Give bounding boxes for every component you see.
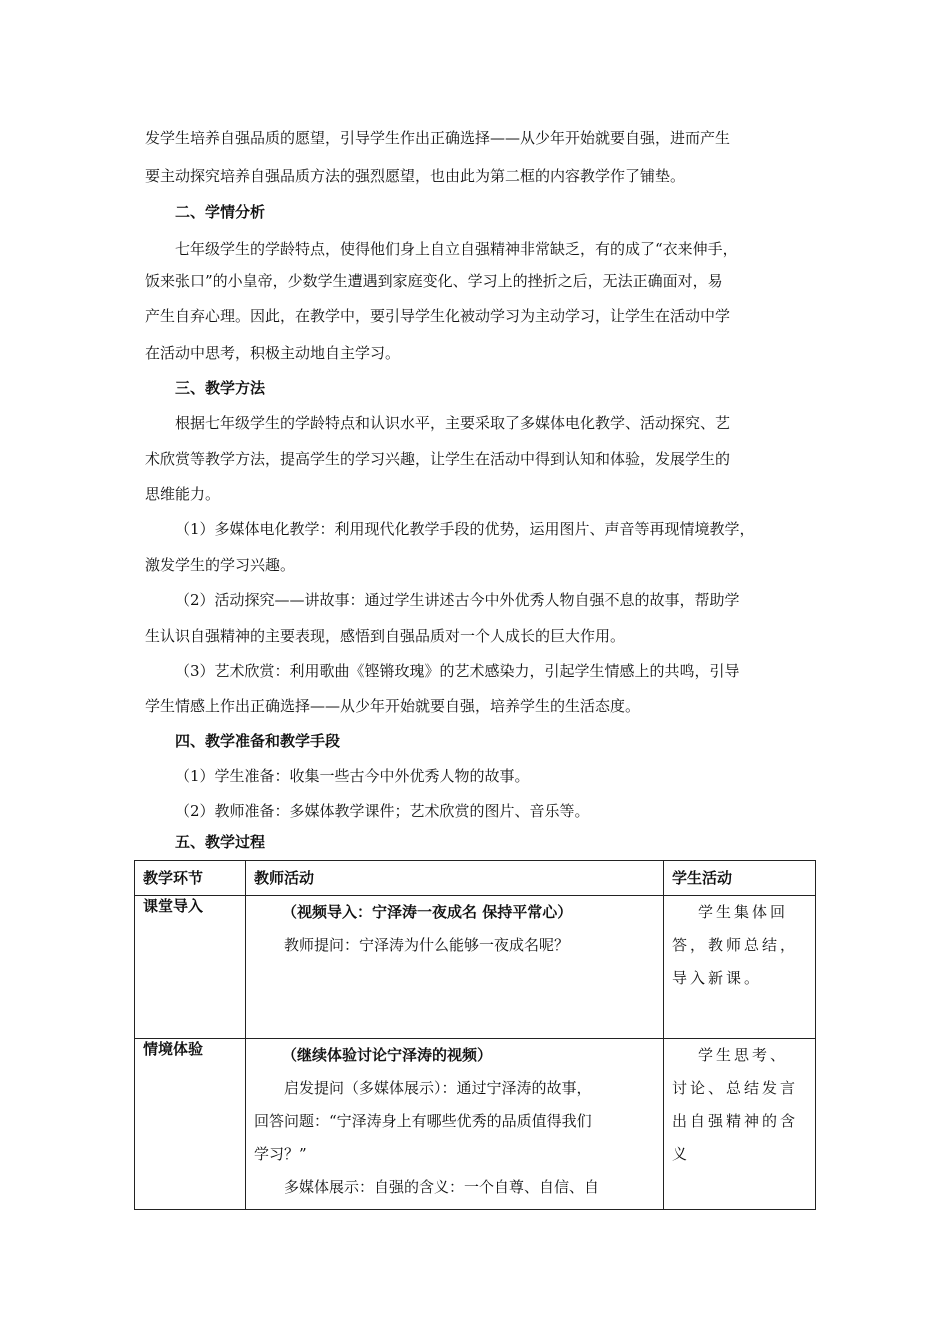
teacher-line: （视频导入：宁泽涛一夜成名 保持平常心）: [282, 903, 573, 921]
paragraph-line: （2）活动探究——讲故事：通过学生讲述古今中外优秀人物自强不息的故事，帮助学: [175, 591, 740, 609]
teacher-line: 回答问题：“宁泽涛身上有哪些优秀的品质值得我们: [254, 1112, 592, 1130]
paragraph-line: 根据七年级学生的学龄特点和认识水平，主要采取了多媒体电化教学、活动探究、艺: [175, 414, 731, 432]
section-heading-learning-analysis: 二、学情分析: [175, 203, 266, 221]
student-line: 学生思考、: [698, 1046, 789, 1064]
table-row: [135, 896, 816, 1039]
paragraph-line: 七年级学生的学龄特点，使得他们身上自立自强精神非常缺乏，有的成了“衣来伸手，: [175, 240, 738, 258]
paragraph-line: 饭来张口”的小皇帝，少数学生遭遇到家庭变化、学习上的挫折之后，无法正确面对，易: [145, 272, 723, 290]
segment-cell: 课堂导入: [135, 896, 246, 1039]
header-student-activity: 学生活动: [664, 861, 816, 896]
paragraph-line: （1）学生准备：收集一些古今中外优秀人物的故事。: [175, 767, 530, 785]
student-line: 义: [672, 1145, 691, 1163]
paragraph-line: 学生情感上作出正确选择——从少年开始就要自强，培养学生的生活态度。: [145, 697, 641, 715]
teacher-cell: [246, 896, 664, 1039]
paragraph-line: （1）多媒体电化教学：利用现代化教学手段的优势，运用图片、声音等再现情境教学，: [175, 520, 755, 538]
teacher-cell: [246, 1039, 664, 1210]
section-heading-process: 五、教学过程: [175, 833, 266, 851]
teacher-line: 学习？”: [254, 1145, 307, 1163]
teaching-process-table: [134, 860, 816, 1210]
paragraph-line: （3）艺术欣赏：利用歌曲《铿锵玫瑰》的艺术感染力，引起学生情感上的共鸣，引导: [175, 662, 740, 680]
paragraph-line: 生认识自强精神的主要表现，感悟到自强品质对一个人成长的巨大作用。: [145, 627, 626, 645]
teacher-line: 教师提问：宁泽涛为什么能够一夜成名呢？: [284, 936, 570, 954]
paragraph-line: 思维能力。: [145, 485, 221, 503]
paragraph-line: 要主动探究培养自强品质方法的强烈愿望，也由此为第二框的内容教学作了铺垫。: [145, 167, 686, 185]
paragraph-line: 激发学生的学习兴趣。: [145, 556, 296, 574]
paragraph-line: 产生自弃心理。因此，在教学中，要引导学生化被动学习为主动学习，让学生在活动中学: [145, 307, 731, 325]
table-row: [135, 1039, 816, 1210]
paragraph-line: 在活动中思考，积极主动地自主学习。: [145, 344, 401, 362]
paragraph-line: 术欣赏等教学方法，提高学生的学习兴趣，让学生在活动中得到认知和体验，发展学生的: [145, 450, 731, 468]
student-cell: [664, 896, 816, 1039]
header-segment: 教学环节: [135, 861, 246, 896]
student-line: 导入新课。: [672, 969, 763, 987]
paragraph-line: （2）教师准备：多媒体教学课件；艺术欣赏的图片、音乐等。: [175, 802, 590, 820]
student-line: 答，教师总结，: [672, 936, 799, 954]
teacher-line: 多媒体展示：自强的含义：一个自尊、自信、自: [284, 1178, 600, 1196]
table-header-row: [135, 861, 816, 896]
student-line: 学生集体回: [698, 903, 789, 921]
section-heading-teaching-methods: 三、教学方法: [175, 379, 266, 397]
segment-cell: 情境体验: [135, 1039, 246, 1210]
section-heading-preparation: 四、教学准备和教学手段: [175, 732, 341, 750]
student-line: 讨论、总结发言: [672, 1079, 799, 1097]
student-cell: [664, 1039, 816, 1210]
teacher-line: （继续体验讨论宁泽涛的视频）: [282, 1046, 493, 1064]
student-line: 出自强精神的含: [672, 1112, 799, 1130]
teacher-line: 启发提问（多媒体展示）：通过宁泽涛的故事，: [284, 1079, 592, 1097]
header-teacher-activity: 教师活动: [246, 861, 664, 896]
paragraph-line: 发学生培养自强品质的愿望，引导学生作出正确选择——从少年开始就要自强，进而产生: [145, 129, 731, 147]
